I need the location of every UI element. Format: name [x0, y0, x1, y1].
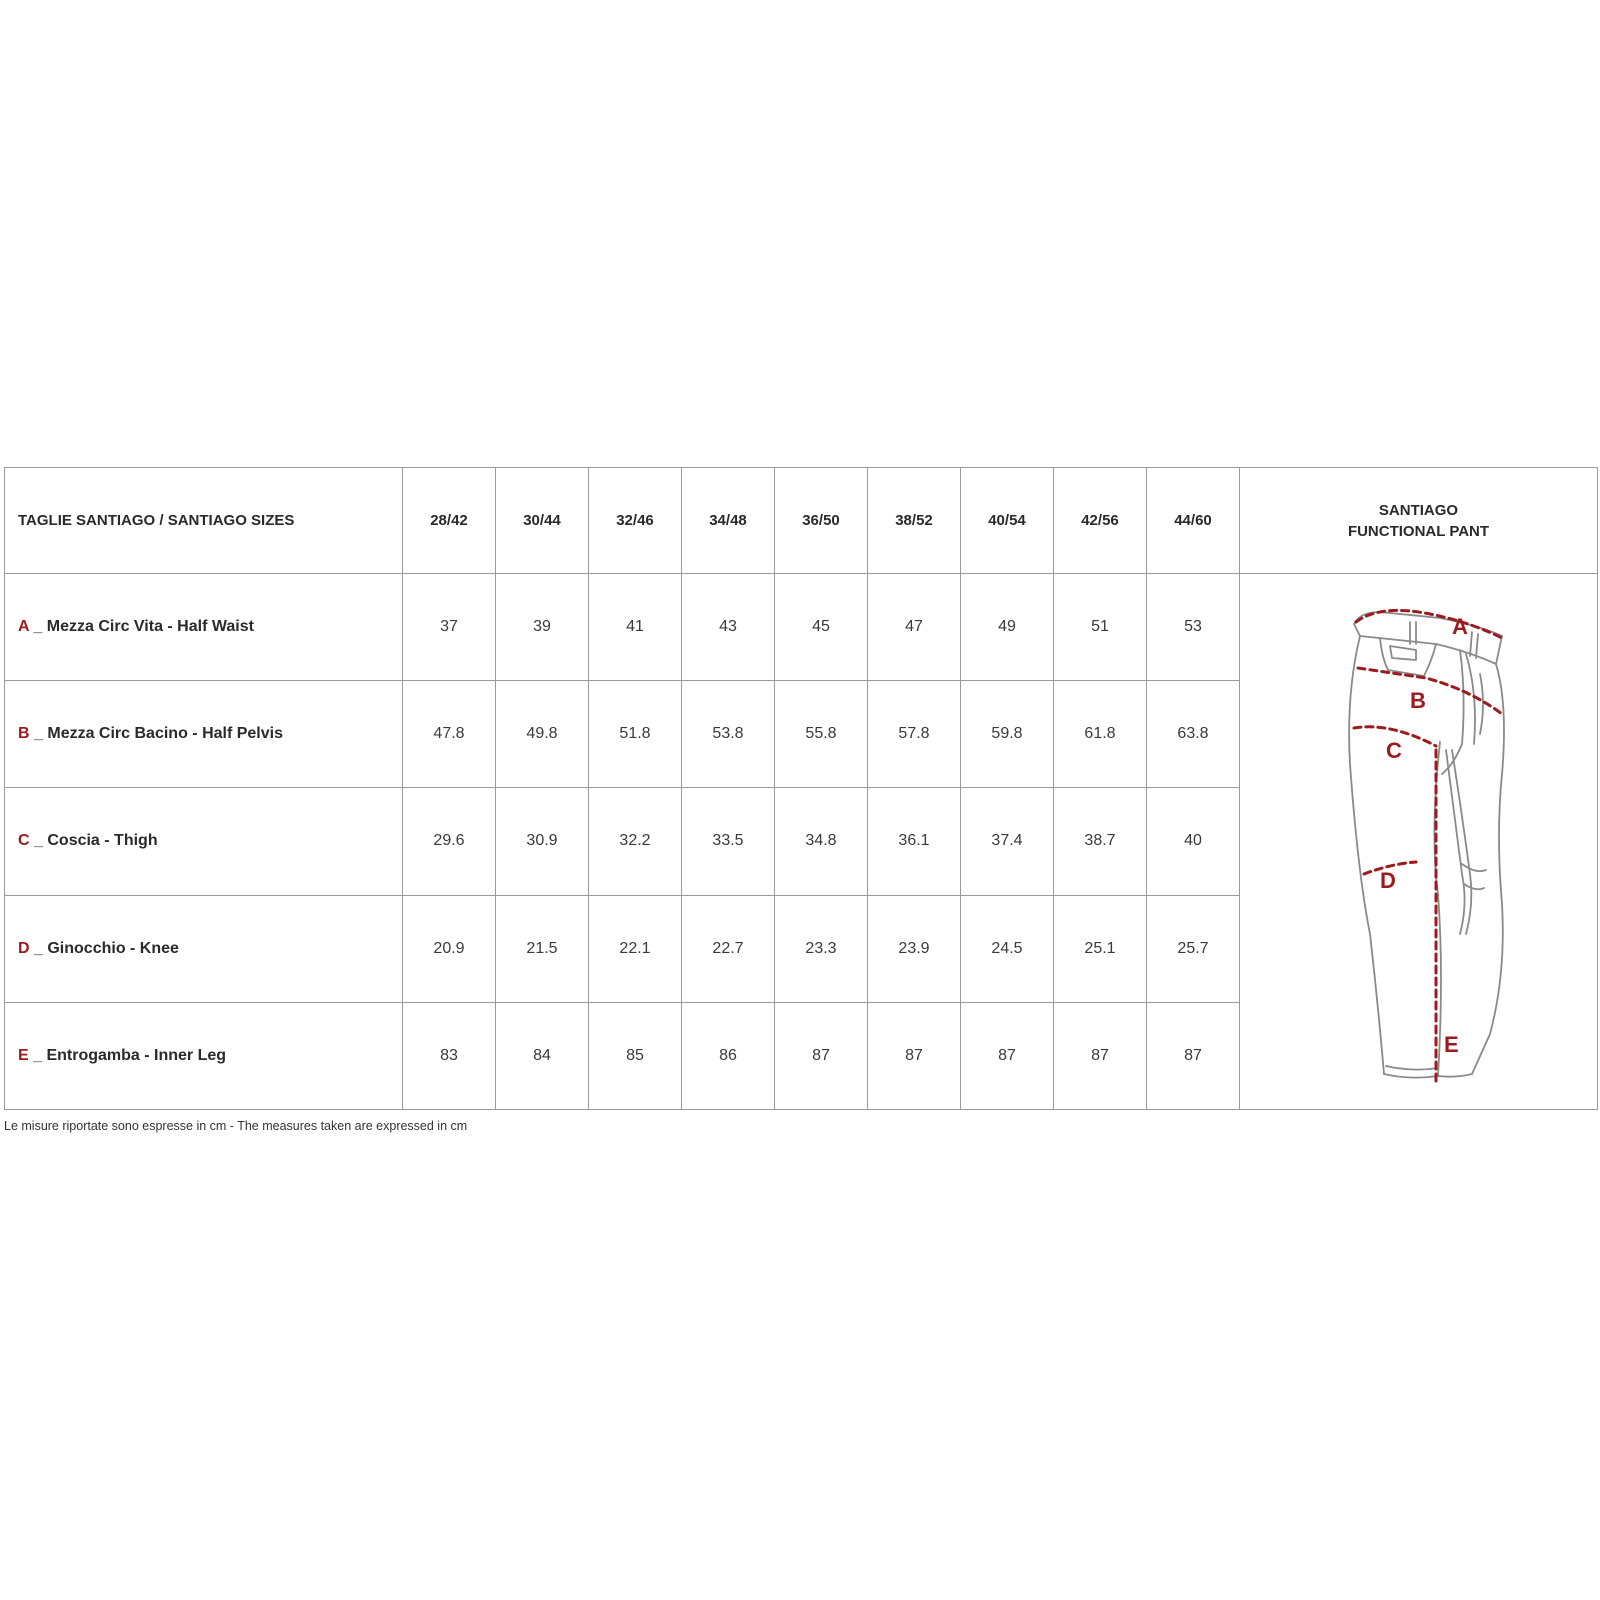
- table-cell: 51: [1054, 574, 1147, 681]
- row-label: [5, 574, 403, 681]
- size-chart-table: [4, 467, 1598, 1110]
- row-label: [5, 895, 403, 1002]
- measure-lines: [1354, 610, 1502, 1084]
- product-name-line1: SANTIAGO: [1378, 501, 1459, 519]
- table-cell: 51.8: [589, 681, 682, 788]
- measure-label-d: D: [1380, 868, 1396, 893]
- table-cell: 20.9: [403, 895, 496, 1002]
- table-cell: 37: [403, 574, 496, 681]
- table-cell: 43: [682, 574, 775, 681]
- table-cell: 41: [589, 574, 682, 681]
- table-cell: 25.7: [1147, 895, 1240, 1002]
- pant-diagram-cell: [1240, 574, 1598, 1110]
- measure-label-c: C: [1386, 738, 1402, 763]
- table-row: [5, 574, 1598, 681]
- table-cell: 36.1: [868, 788, 961, 895]
- row-label: [5, 788, 403, 895]
- pant-diagram: [1240, 574, 1598, 1104]
- row-label: [5, 1002, 403, 1109]
- header-row: [5, 468, 1598, 574]
- row-letter: A: [18, 618, 29, 636]
- table-cell: 85: [589, 1002, 682, 1109]
- product-name-line2: FUNCTIONAL PANT: [1347, 522, 1490, 540]
- table-cell: 45: [775, 574, 868, 681]
- table-cell: 49: [961, 574, 1054, 681]
- size-header: 30/44: [496, 468, 589, 574]
- pant-outline: [1349, 612, 1504, 1078]
- table-cell: 63.8: [1147, 681, 1240, 788]
- table-cell: 83: [403, 1002, 496, 1109]
- row-label: [5, 681, 403, 788]
- product-name-header: [1240, 468, 1598, 574]
- table-cell: 84: [496, 1002, 589, 1109]
- table-cell: 34.8: [775, 788, 868, 895]
- size-header: 34/48: [682, 468, 775, 574]
- table-cell: 30.9: [496, 788, 589, 895]
- table-cell: 86: [682, 1002, 775, 1109]
- size-header: 42/56: [1054, 468, 1147, 574]
- row-letter: D: [18, 939, 30, 957]
- table-cell: 87: [961, 1002, 1054, 1109]
- table-cell: 57.8: [868, 681, 961, 788]
- table-cell: 39: [496, 574, 589, 681]
- table-cell: 23.3: [775, 895, 868, 1002]
- table-cell: 55.8: [775, 681, 868, 788]
- row-label-text: _ Mezza Circ Vita - Half Waist: [33, 618, 254, 636]
- row-label-text: _ Mezza Circ Bacino - Half Pelvis: [34, 725, 283, 743]
- footnote: Le misure riportate sono espresse in cm - The measures taken are expressed in cm: [4, 1119, 468, 1133]
- table-cell: 40: [1147, 788, 1240, 895]
- size-header: 32/46: [589, 468, 682, 574]
- table-cell: 33.5: [682, 788, 775, 895]
- measure-labels: [1380, 614, 1468, 1057]
- row-label-text: _ Ginocchio - Knee: [34, 939, 179, 957]
- table-cell: 32.2: [589, 788, 682, 895]
- size-header: 38/52: [868, 468, 961, 574]
- size-header: 40/54: [961, 468, 1054, 574]
- size-header: 44/60: [1147, 468, 1240, 574]
- measure-label-b: B: [1410, 688, 1426, 713]
- table-cell: 47: [868, 574, 961, 681]
- table-cell: 22.7: [682, 895, 775, 1002]
- row-label-text: _ Coscia - Thigh: [34, 832, 158, 850]
- table-cell: 87: [775, 1002, 868, 1109]
- table-cell: 59.8: [961, 681, 1054, 788]
- table-cell: 23.9: [868, 895, 961, 1002]
- table-cell: 24.5: [961, 895, 1054, 1002]
- table-cell: 25.1: [1054, 895, 1147, 1002]
- size-header: 28/42: [403, 468, 496, 574]
- row-letter: B: [18, 725, 30, 743]
- size-header: 36/50: [775, 468, 868, 574]
- row-letter: C: [18, 832, 30, 850]
- table-cell: 22.1: [589, 895, 682, 1002]
- row-letter: E: [18, 1046, 29, 1064]
- table-cell: 29.6: [403, 788, 496, 895]
- measure-label-e: E: [1444, 1032, 1459, 1057]
- measure-label-a: A: [1452, 614, 1468, 639]
- table-cell: 49.8: [496, 681, 589, 788]
- header-label: TAGLIE SANTIAGO / SANTIAGO SIZES: [5, 468, 403, 574]
- table-cell: 38.7: [1054, 788, 1147, 895]
- measure-line-a: [1356, 610, 1502, 638]
- row-label-text: _ Entrogamba - Inner Leg: [33, 1046, 227, 1064]
- table-cell: 87: [1147, 1002, 1240, 1109]
- table-cell: 47.8: [403, 681, 496, 788]
- table-cell: 61.8: [1054, 681, 1147, 788]
- table-cell: 87: [868, 1002, 961, 1109]
- table-cell: 37.4: [961, 788, 1054, 895]
- table-cell: 53.8: [682, 681, 775, 788]
- table-cell: 21.5: [496, 895, 589, 1002]
- table-cell: 87: [1054, 1002, 1147, 1109]
- table-cell: 53: [1147, 574, 1240, 681]
